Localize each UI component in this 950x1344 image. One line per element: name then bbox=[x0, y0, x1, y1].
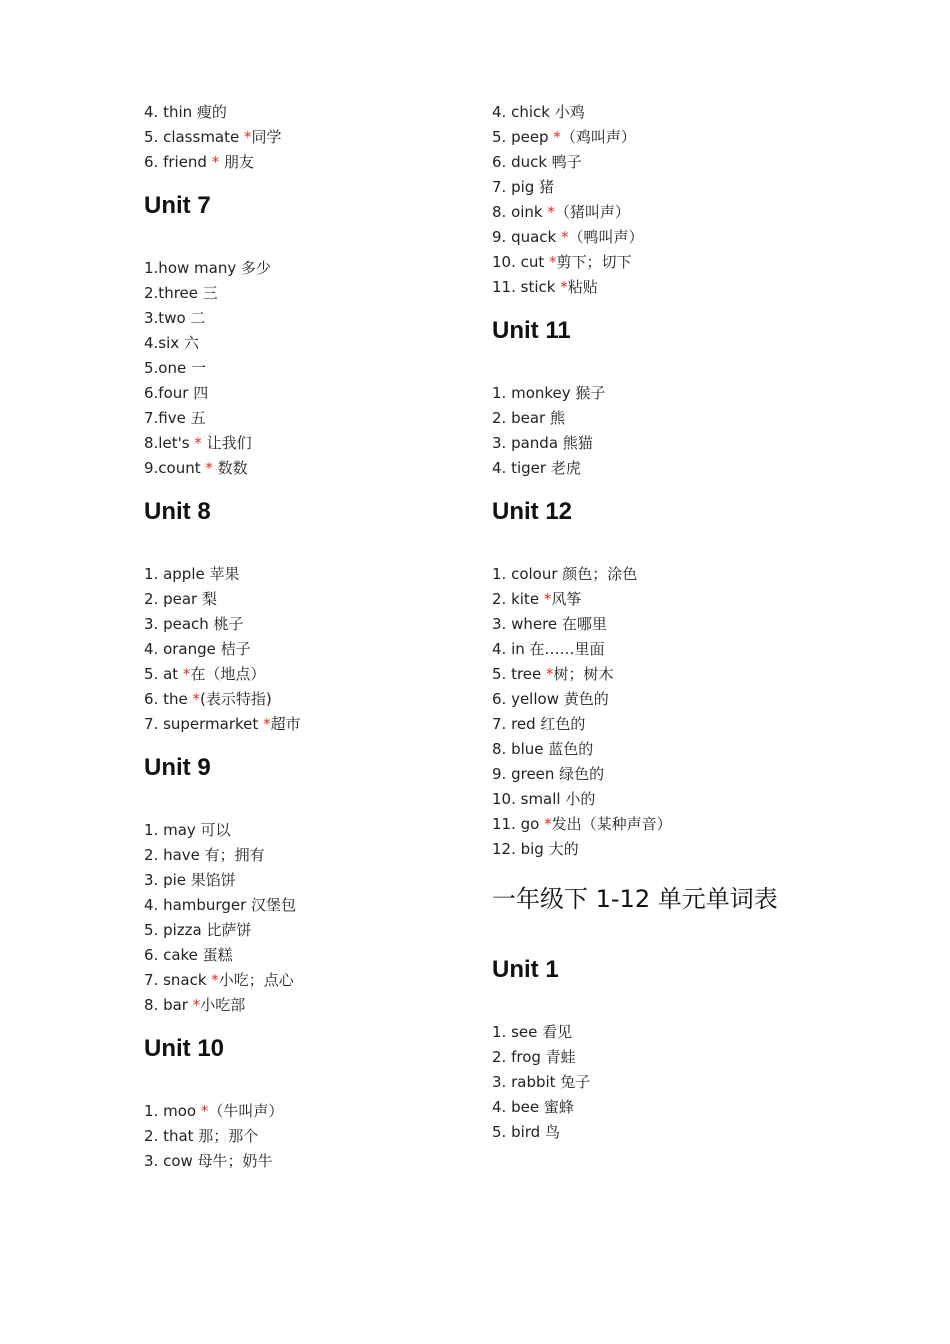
list-item: 4. thin 瘦的 bbox=[144, 103, 227, 121]
list-item: 6.four 四 bbox=[144, 384, 209, 402]
star-mark: * bbox=[192, 690, 200, 708]
unit-7 bbox=[144, 191, 464, 481]
star-mark: * bbox=[544, 815, 552, 833]
list-item: 2. kite *风筝 bbox=[492, 590, 582, 608]
word-list bbox=[492, 1020, 912, 1145]
list-item: 8. blue 蓝色的 bbox=[492, 740, 594, 758]
star-mark: * bbox=[211, 153, 220, 171]
list-item: 4. bee 蜜蜂 bbox=[492, 1098, 574, 1116]
list-item: 7. snack *小吃；点心 bbox=[144, 971, 294, 989]
star-mark: * bbox=[205, 459, 213, 477]
unit-title: Unit 12 bbox=[492, 498, 573, 525]
unit-title: Unit 1 bbox=[492, 956, 559, 983]
list-item: 6. friend * 朋友 bbox=[144, 153, 255, 171]
list-item: 7. supermarket *超市 bbox=[144, 715, 301, 733]
star-mark: * bbox=[192, 996, 201, 1014]
list-item: 2. frog 青蛙 bbox=[492, 1048, 576, 1066]
section-title: 一年级下 1-12 单元单词表 bbox=[492, 885, 778, 913]
star-mark: * bbox=[182, 665, 191, 683]
list-item: 3. peach 桃子 bbox=[144, 615, 244, 633]
unit-title: Unit 9 bbox=[144, 754, 211, 781]
list-item: 8. oink *（猪叫声） bbox=[492, 203, 630, 221]
list-item: 5. at *在（地点） bbox=[144, 665, 266, 683]
unit-title: Unit 11 bbox=[492, 317, 571, 344]
intro-list bbox=[492, 100, 912, 300]
list-item: 4. orange 桔子 bbox=[144, 640, 251, 658]
list-item: 6. duck 鸭子 bbox=[492, 153, 582, 171]
list-item: 3. panda 熊猫 bbox=[492, 434, 593, 452]
left-column bbox=[144, 100, 464, 1174]
star-mark: * bbox=[553, 128, 561, 146]
list-item: 7. red 红色的 bbox=[492, 715, 586, 733]
list-item: 4. in 在……里面 bbox=[492, 640, 605, 658]
word-list bbox=[144, 562, 464, 737]
list-item: 9. quack *（鸭叫声） bbox=[492, 228, 644, 246]
list-item: 1. moo *（牛叫声） bbox=[144, 1102, 284, 1120]
unit-9 bbox=[144, 753, 464, 1018]
list-item: 1.how many 多少 bbox=[144, 259, 271, 277]
star-mark: * bbox=[200, 1102, 209, 1120]
list-item: 7.five 五 bbox=[144, 409, 206, 427]
star-mark: * bbox=[543, 590, 552, 608]
word-list bbox=[144, 256, 464, 481]
list-item: 3. rabbit 兔子 bbox=[492, 1073, 591, 1091]
list-item: 3.two 二 bbox=[144, 309, 206, 327]
list-item: 1. monkey 猴子 bbox=[492, 384, 606, 402]
star-mark: * bbox=[549, 253, 557, 271]
star-mark: * bbox=[244, 128, 252, 146]
list-item: 1. apple 苹果 bbox=[144, 565, 240, 583]
list-item: 5.one 一 bbox=[144, 359, 206, 377]
star-mark: * bbox=[561, 228, 569, 246]
list-item: 1. may 可以 bbox=[144, 821, 231, 839]
list-item: 1. see 看见 bbox=[492, 1023, 573, 1041]
list-item: 4. tiger 老虎 bbox=[492, 459, 581, 477]
word-list bbox=[144, 818, 464, 1018]
list-item: 5. peep *（鸡叫声） bbox=[492, 128, 636, 146]
list-item: 10. small 小的 bbox=[492, 790, 596, 808]
list-item: 8. bar *小吃部 bbox=[144, 996, 246, 1014]
list-item: 3. pie 果馅饼 bbox=[144, 871, 236, 889]
unit-title: Unit 10 bbox=[144, 1035, 225, 1062]
star-mark: * bbox=[560, 278, 568, 296]
list-item: 1. colour 颜色；涂色 bbox=[492, 565, 638, 583]
list-item: 2. bear 熊 bbox=[492, 409, 565, 427]
unit-title: Unit 7 bbox=[144, 192, 211, 219]
list-item: 2.three 三 bbox=[144, 284, 218, 302]
list-item: 2. that 那；那个 bbox=[144, 1127, 259, 1145]
list-item: 5. pizza 比萨饼 bbox=[144, 921, 252, 939]
word-list bbox=[144, 1099, 464, 1174]
list-item: 8.let's * 让我们 bbox=[144, 434, 252, 452]
list-item: 5. tree *树；树木 bbox=[492, 665, 614, 683]
star-mark: * bbox=[211, 971, 219, 989]
star-mark: * bbox=[263, 715, 271, 733]
right-column bbox=[492, 100, 912, 1145]
list-item: 10. cut *剪下；切下 bbox=[492, 253, 632, 271]
unit-11 bbox=[492, 316, 912, 481]
list-item: 11. stick *粘贴 bbox=[492, 278, 598, 296]
list-item: 2. have 有；拥有 bbox=[144, 846, 265, 864]
list-item: 4. chick 小鸡 bbox=[492, 103, 585, 121]
list-item: 11. go *发出（某种声音） bbox=[492, 815, 672, 833]
word-list bbox=[492, 562, 912, 862]
intro-list bbox=[144, 100, 464, 175]
list-item: 4.six 六 bbox=[144, 334, 199, 352]
unit-10 bbox=[144, 1034, 464, 1174]
list-item: 6. the *(表示特指) bbox=[144, 690, 272, 708]
word-list bbox=[492, 381, 912, 481]
list-item: 3. where 在哪里 bbox=[492, 615, 607, 633]
star-mark: * bbox=[194, 434, 202, 452]
list-item: 12. big 大的 bbox=[492, 840, 579, 858]
list-item: 6. cake 蛋糕 bbox=[144, 946, 233, 964]
list-item: 6. yellow 黄色的 bbox=[492, 690, 609, 708]
list-item: 5. bird 鸟 bbox=[492, 1123, 560, 1141]
list-item: 3. cow 母牛；奶牛 bbox=[144, 1152, 273, 1170]
unit-title: Unit 8 bbox=[144, 498, 211, 525]
list-item: 7. pig 猪 bbox=[492, 178, 555, 196]
list-item: 9.count * 数数 bbox=[144, 459, 248, 477]
list-item: 2. pear 梨 bbox=[144, 590, 217, 608]
list-item: 4. hamburger 汉堡包 bbox=[144, 896, 297, 914]
unit-8 bbox=[144, 497, 464, 737]
unit-12 bbox=[492, 497, 912, 862]
unit-1 bbox=[492, 955, 912, 1145]
star-mark: * bbox=[546, 665, 554, 683]
list-item: 9. green 绿色的 bbox=[492, 765, 605, 783]
star-mark: * bbox=[547, 203, 555, 221]
list-item: 5. classmate *同学 bbox=[144, 128, 282, 146]
